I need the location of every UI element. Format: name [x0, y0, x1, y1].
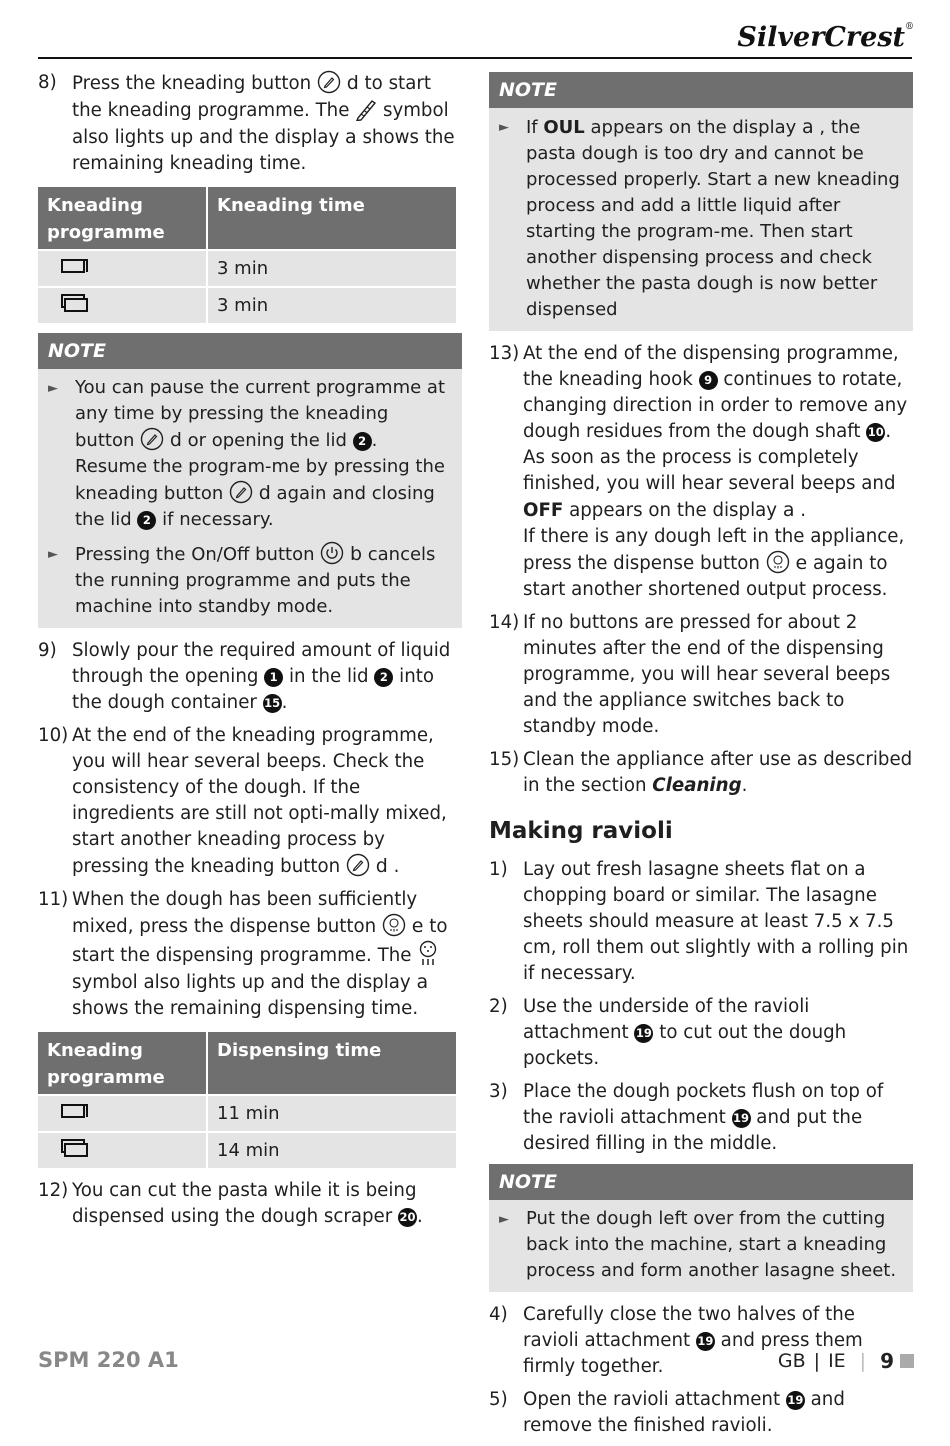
- table-row: 14 min: [38, 1133, 456, 1168]
- brand-logo: SilverCrest®: [737, 22, 914, 53]
- ravioli-step-4: 4) Carefully close the two halves of the ravioli attachment 19 and press them firmly together.: [489, 1304, 863, 1377]
- section-heading: Making ravioli: [489, 818, 673, 844]
- dispensing-time-table: [36, 1030, 458, 1170]
- step-10: 10) At the end of the kneading programme, you will hear several beeps. Check the consistency of the dough. If the ingredients are still not opti-mally mixed, start another kneading process by pressing the kneading button d .: [38, 725, 447, 877]
- knead-button-icon: [346, 853, 370, 877]
- single-sheet-icon: [60, 256, 90, 276]
- knead-button-icon: [140, 427, 164, 451]
- note-heading: NOTE: [489, 1164, 913, 1200]
- knead-button-icon: [317, 70, 341, 94]
- double-sheet-icon: [60, 293, 90, 313]
- table-header: Kneading time: [208, 187, 456, 249]
- knead-symbol-icon: [355, 97, 377, 121]
- footer-model: SPM 220 A1: [38, 1348, 179, 1372]
- single-sheet-icon: [60, 1101, 90, 1121]
- note-item: ► Pressing the On/Off button b cancels the running programme and puts the machine into standby mode.: [38, 535, 462, 628]
- note-item: ► If OUL appears on the display a , the pasta dough is too dry and cannot be processed properly. Start a new kneading process and add a little liquid after starting the program-me. Then start another dispensing process and check whether the pasta dough is now better dispensed: [489, 108, 913, 331]
- footer-page-info: GB | IE | 9: [778, 1349, 914, 1373]
- table-row: 11 min: [38, 1096, 456, 1131]
- note-pause: [38, 333, 462, 628]
- note-leftover-dough: [489, 1164, 913, 1292]
- note-heading: NOTE: [38, 333, 462, 369]
- step-12: 12) You can cut the pasta while it is being dispensed using the dough scraper 20.: [38, 1180, 423, 1227]
- table-header: Kneading programme: [38, 1032, 206, 1094]
- step-13: 13) At the end of the dispensing programme, the kneading hook 9 continues to rotate, changing direction in order to remove any dough residues from the dough shaft 10. As soon as the process is completely finished, you will hear several beeps and OFF appears on the display a . If there is any dough left in the appliance, press the dispense button e again to start another shortened output process.: [489, 343, 908, 600]
- left-column: [38, 70, 462, 1237]
- header-rule: [38, 57, 912, 59]
- table-row: 3 min: [38, 251, 456, 286]
- table-header: Kneading programme: [38, 187, 206, 249]
- step-14: 14) If no buttons are pressed for about 2 minutes after the end of the dispensing programme, you will hear several beeps and the appliance switches back to standby mode.: [489, 612, 891, 737]
- ravioli-step-3: 3) Place the dough pockets flush on top of the ravioli attachment 19 and put the desired filling in the middle.: [489, 1081, 884, 1154]
- knead-button-icon: [229, 480, 253, 504]
- step-8: 8) Press the kneading button d to start the kneading programme. The symbol also lights up and the display a shows the remaining kneading time.: [38, 72, 455, 174]
- step-15: 15) Clean the appliance after use as described in the section Cleaning.: [489, 749, 913, 796]
- power-button-icon: [320, 541, 344, 565]
- note-heading: NOTE: [489, 72, 913, 108]
- double-sheet-icon: [60, 1138, 90, 1158]
- note-item: ► Put the dough left over from the cutting back into the machine, start a kneading process and form another lasagne sheet.: [489, 1200, 913, 1292]
- kneading-time-table: [36, 185, 458, 325]
- bullet-triangle-icon: ►: [48, 547, 58, 562]
- page-marker-square: [900, 1354, 914, 1368]
- dispense-symbol-icon: [417, 940, 439, 966]
- table-row: 3 min: [38, 288, 456, 323]
- ravioli-step-5: 5) Open the ravioli attachment 19 and remove the finished ravioli.: [489, 1389, 845, 1436]
- bullet-triangle-icon: ►: [499, 120, 509, 135]
- right-column: [489, 70, 913, 1446]
- dispense-button-icon: [766, 550, 790, 574]
- bullet-triangle-icon: ►: [499, 1212, 509, 1227]
- dispense-button-icon: [382, 913, 406, 937]
- ravioli-step-1: 1) Lay out fresh lasagne sheets flat on a chopping board or similar. The lasagne sheets should measure at least 7.5 x 7.5 cm, roll them out slightly with a rolling pin if necessary.: [489, 859, 909, 984]
- bullet-triangle-icon: ►: [48, 381, 58, 396]
- note-item: ► You can pause the current programme at any time by pressing the kneading button d or opening the lid 2 . Resume the program-me by pressing the kneading button d again and closing the lid 2 if necessary.: [38, 369, 462, 535]
- step-11: 11) When the dough has been sufficiently mixed, press the dispense button e to start the dispensing programme. The symbol also lights up and the display a shows the remaining dispensing time.: [38, 889, 448, 1019]
- step-9: 9) Slowly pour the required amount of liquid through the opening 1 in the lid 2 into the dough container 15.: [38, 640, 451, 713]
- note-oul: [489, 72, 913, 331]
- ravioli-step-2: 2) Use the underside of the ravioli attachment 19 to cut out the dough pockets.: [489, 996, 847, 1069]
- table-header: Dispensing time: [208, 1032, 456, 1094]
- page-number: 9: [880, 1349, 894, 1373]
